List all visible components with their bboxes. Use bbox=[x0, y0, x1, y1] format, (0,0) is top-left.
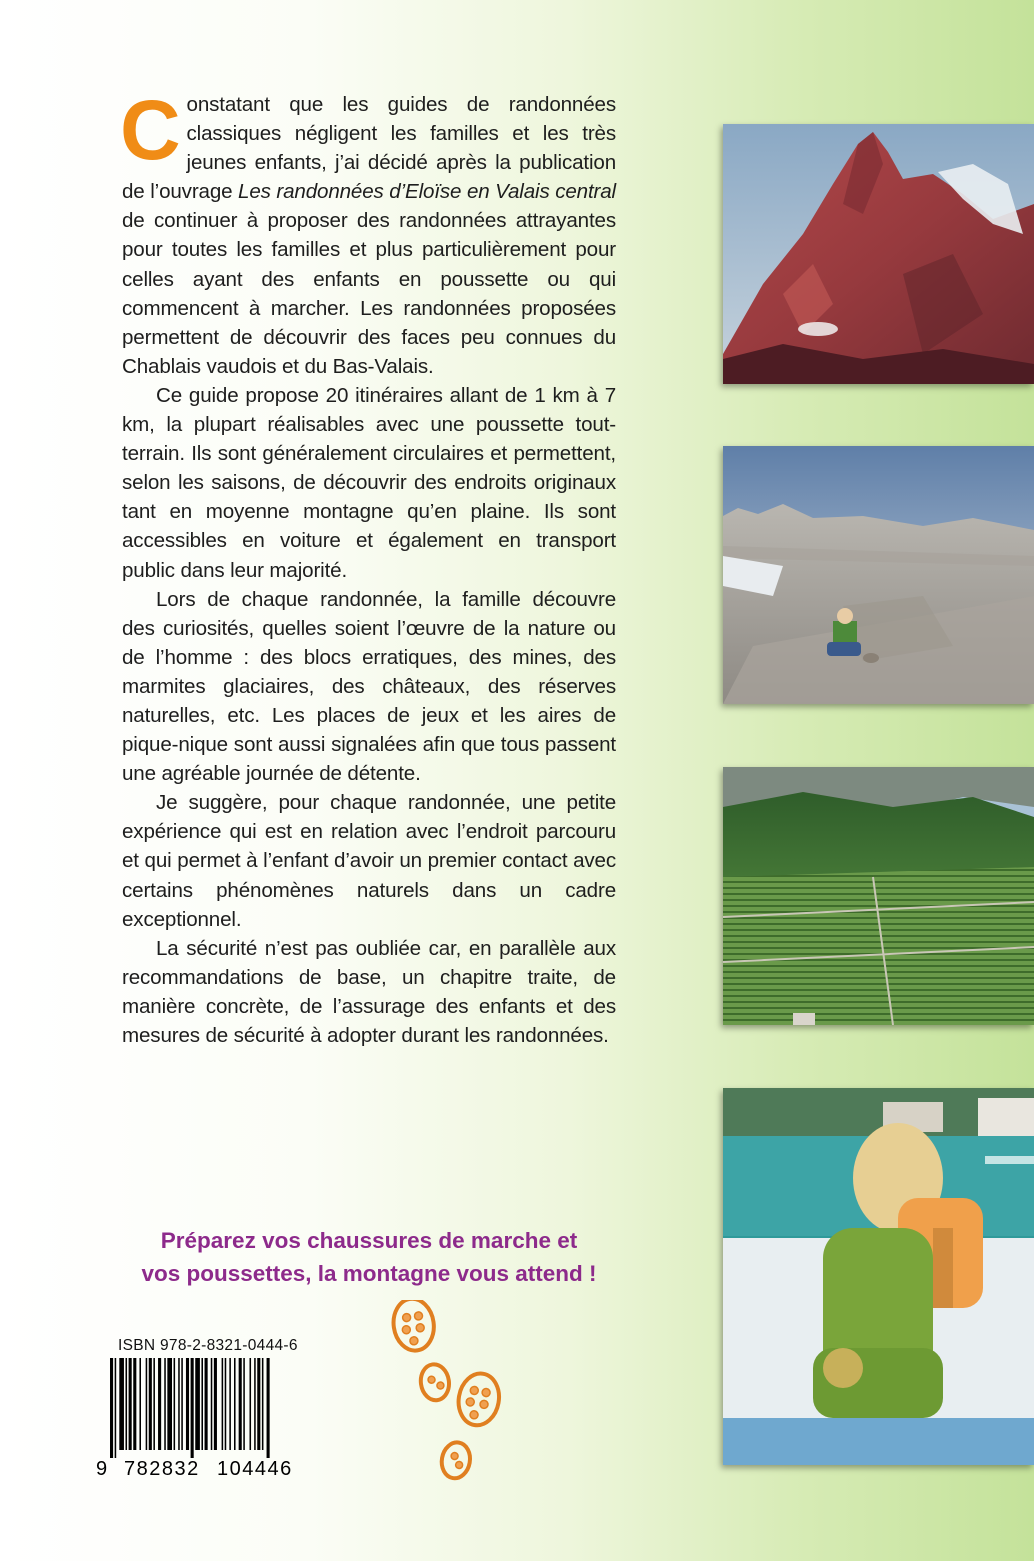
barcode-bar bbox=[201, 1358, 203, 1450]
barcode-bar bbox=[211, 1358, 213, 1450]
barcode-bar bbox=[205, 1358, 208, 1450]
paragraph-5: La sécurité n’est pas oubliée car, en parallèle aux recommandations de base, un chapitre traite, de manière concrète, de l’assurage des enfants et des mesures de sécurité à adopter durant les randonnées. bbox=[122, 936, 616, 1047]
barcode-first-digit: 9 bbox=[96, 1458, 108, 1478]
barcode-bar bbox=[110, 1358, 113, 1458]
barcode-group-1: 782832 bbox=[124, 1458, 200, 1478]
barcode-bar bbox=[133, 1358, 136, 1450]
barcode-bar bbox=[126, 1358, 128, 1450]
isbn-label: ISBN 978-2-8321-0444-6 bbox=[118, 1337, 298, 1354]
barcode-bar bbox=[153, 1358, 155, 1450]
callout-tagline bbox=[122, 1224, 616, 1290]
book-title-reference: Les randonnées d’Eloïse en Valais central bbox=[238, 180, 616, 204]
vineyard-icon bbox=[723, 767, 1034, 1025]
barcode-bar bbox=[146, 1358, 148, 1450]
child-on-rocky-plateau-photo bbox=[723, 446, 1034, 704]
barcode-bar bbox=[239, 1358, 242, 1450]
isbn-barcode-block bbox=[96, 1337, 311, 1478]
barcode-bar bbox=[250, 1358, 252, 1450]
barcode-group-2: 104446 bbox=[217, 1458, 293, 1478]
callout-line-1: Préparez vos chaussures de marche et bbox=[160, 1228, 578, 1253]
paragraph-4: Je suggère, pour chaque randonnée, une petite expérience qui est en relation avec l’endroit parcouru et qui permet à l’enfant d’avoir un premier contact avec certains phénomènes naturels dans un cadre exceptionnel. bbox=[122, 791, 616, 931]
terraced-vineyards-photo bbox=[723, 767, 1034, 1025]
paragraph-2: Ce guide propose 20 itinéraires allant de 1 km à 7 km, la plupart réalisables avec une poussette tout-terrain. Ils sont généralement circulaires et permettent, selon les saisons, de découvrir des endroits originaux tant en moyenne montagne qu’en plaine. Ils sont accessibles en voiture et également en transport public dans leur majorité. bbox=[122, 383, 616, 582]
barcode-bar bbox=[262, 1358, 264, 1450]
barcode-bar bbox=[164, 1358, 166, 1450]
barcode-bar bbox=[191, 1358, 194, 1458]
barcode-bar bbox=[214, 1358, 217, 1450]
boot-footprints-icon bbox=[370, 1300, 540, 1510]
drop-cap: C bbox=[120, 83, 181, 177]
barcode-bar bbox=[178, 1358, 180, 1450]
barcode-bar bbox=[119, 1358, 124, 1450]
hiker-icon bbox=[723, 446, 1034, 704]
barcode-bar bbox=[167, 1358, 172, 1450]
barcode-bar bbox=[181, 1358, 183, 1450]
barcode-bar bbox=[234, 1358, 236, 1450]
barcode-bar bbox=[158, 1358, 161, 1450]
barcode-icon bbox=[96, 1358, 311, 1478]
paragraph-3: Lors de chaque randonnée, la famille découvre des curiosités, quelles soient l’œuvre de la nature ou de l’homme : des blocs erratiques, des mines, des marmites glaciaires, des châteaux, des réserves naturelles, etc. Les places de jeux et les aires de pique-nique sont aussi signalées afin que tous passent une agréable journée de détente. bbox=[122, 587, 616, 786]
callout-line-2: vos poussettes, la montagne vous attend ! bbox=[141, 1261, 597, 1286]
barcode-bar bbox=[149, 1358, 152, 1450]
barcode-bar bbox=[115, 1358, 117, 1458]
red-mountain-peak-photo bbox=[723, 124, 1034, 384]
barcode-bar bbox=[186, 1358, 189, 1450]
mountain-icon bbox=[723, 124, 1034, 384]
boat-icon bbox=[723, 1088, 1034, 1465]
blurb-text bbox=[120, 83, 616, 1050]
barcode-bar bbox=[225, 1358, 227, 1450]
barcode-bar bbox=[257, 1358, 260, 1450]
barcode-bar bbox=[139, 1358, 141, 1450]
barcode-bar bbox=[129, 1358, 132, 1450]
child-on-boat-lake-photo bbox=[723, 1088, 1034, 1465]
barcode-bar bbox=[254, 1358, 256, 1450]
barcode-bar bbox=[229, 1358, 231, 1450]
barcode-bar bbox=[267, 1358, 270, 1458]
paragraph-1: Constatant que les guides de randonnées classiques négligent les familles et les très jeunes enfants, j’ai décidé après la publication de l’ouvrage Les randonnées d’Eloïse en Valais central de continuer à proposer des randonnées attrayantes pour toutes les familles et plus particulièrement pour celles ayant des enfants en poussette ou qui commencent à marcher. Les randonnées proposées permettent de découvrir des faces peu connues du Chablais vaudois et du Bas-Valais. bbox=[120, 83, 616, 378]
barcode-bar bbox=[195, 1358, 200, 1450]
barcode-bar bbox=[174, 1358, 176, 1450]
barcode-bar bbox=[243, 1358, 245, 1450]
barcode-bar bbox=[222, 1358, 224, 1450]
